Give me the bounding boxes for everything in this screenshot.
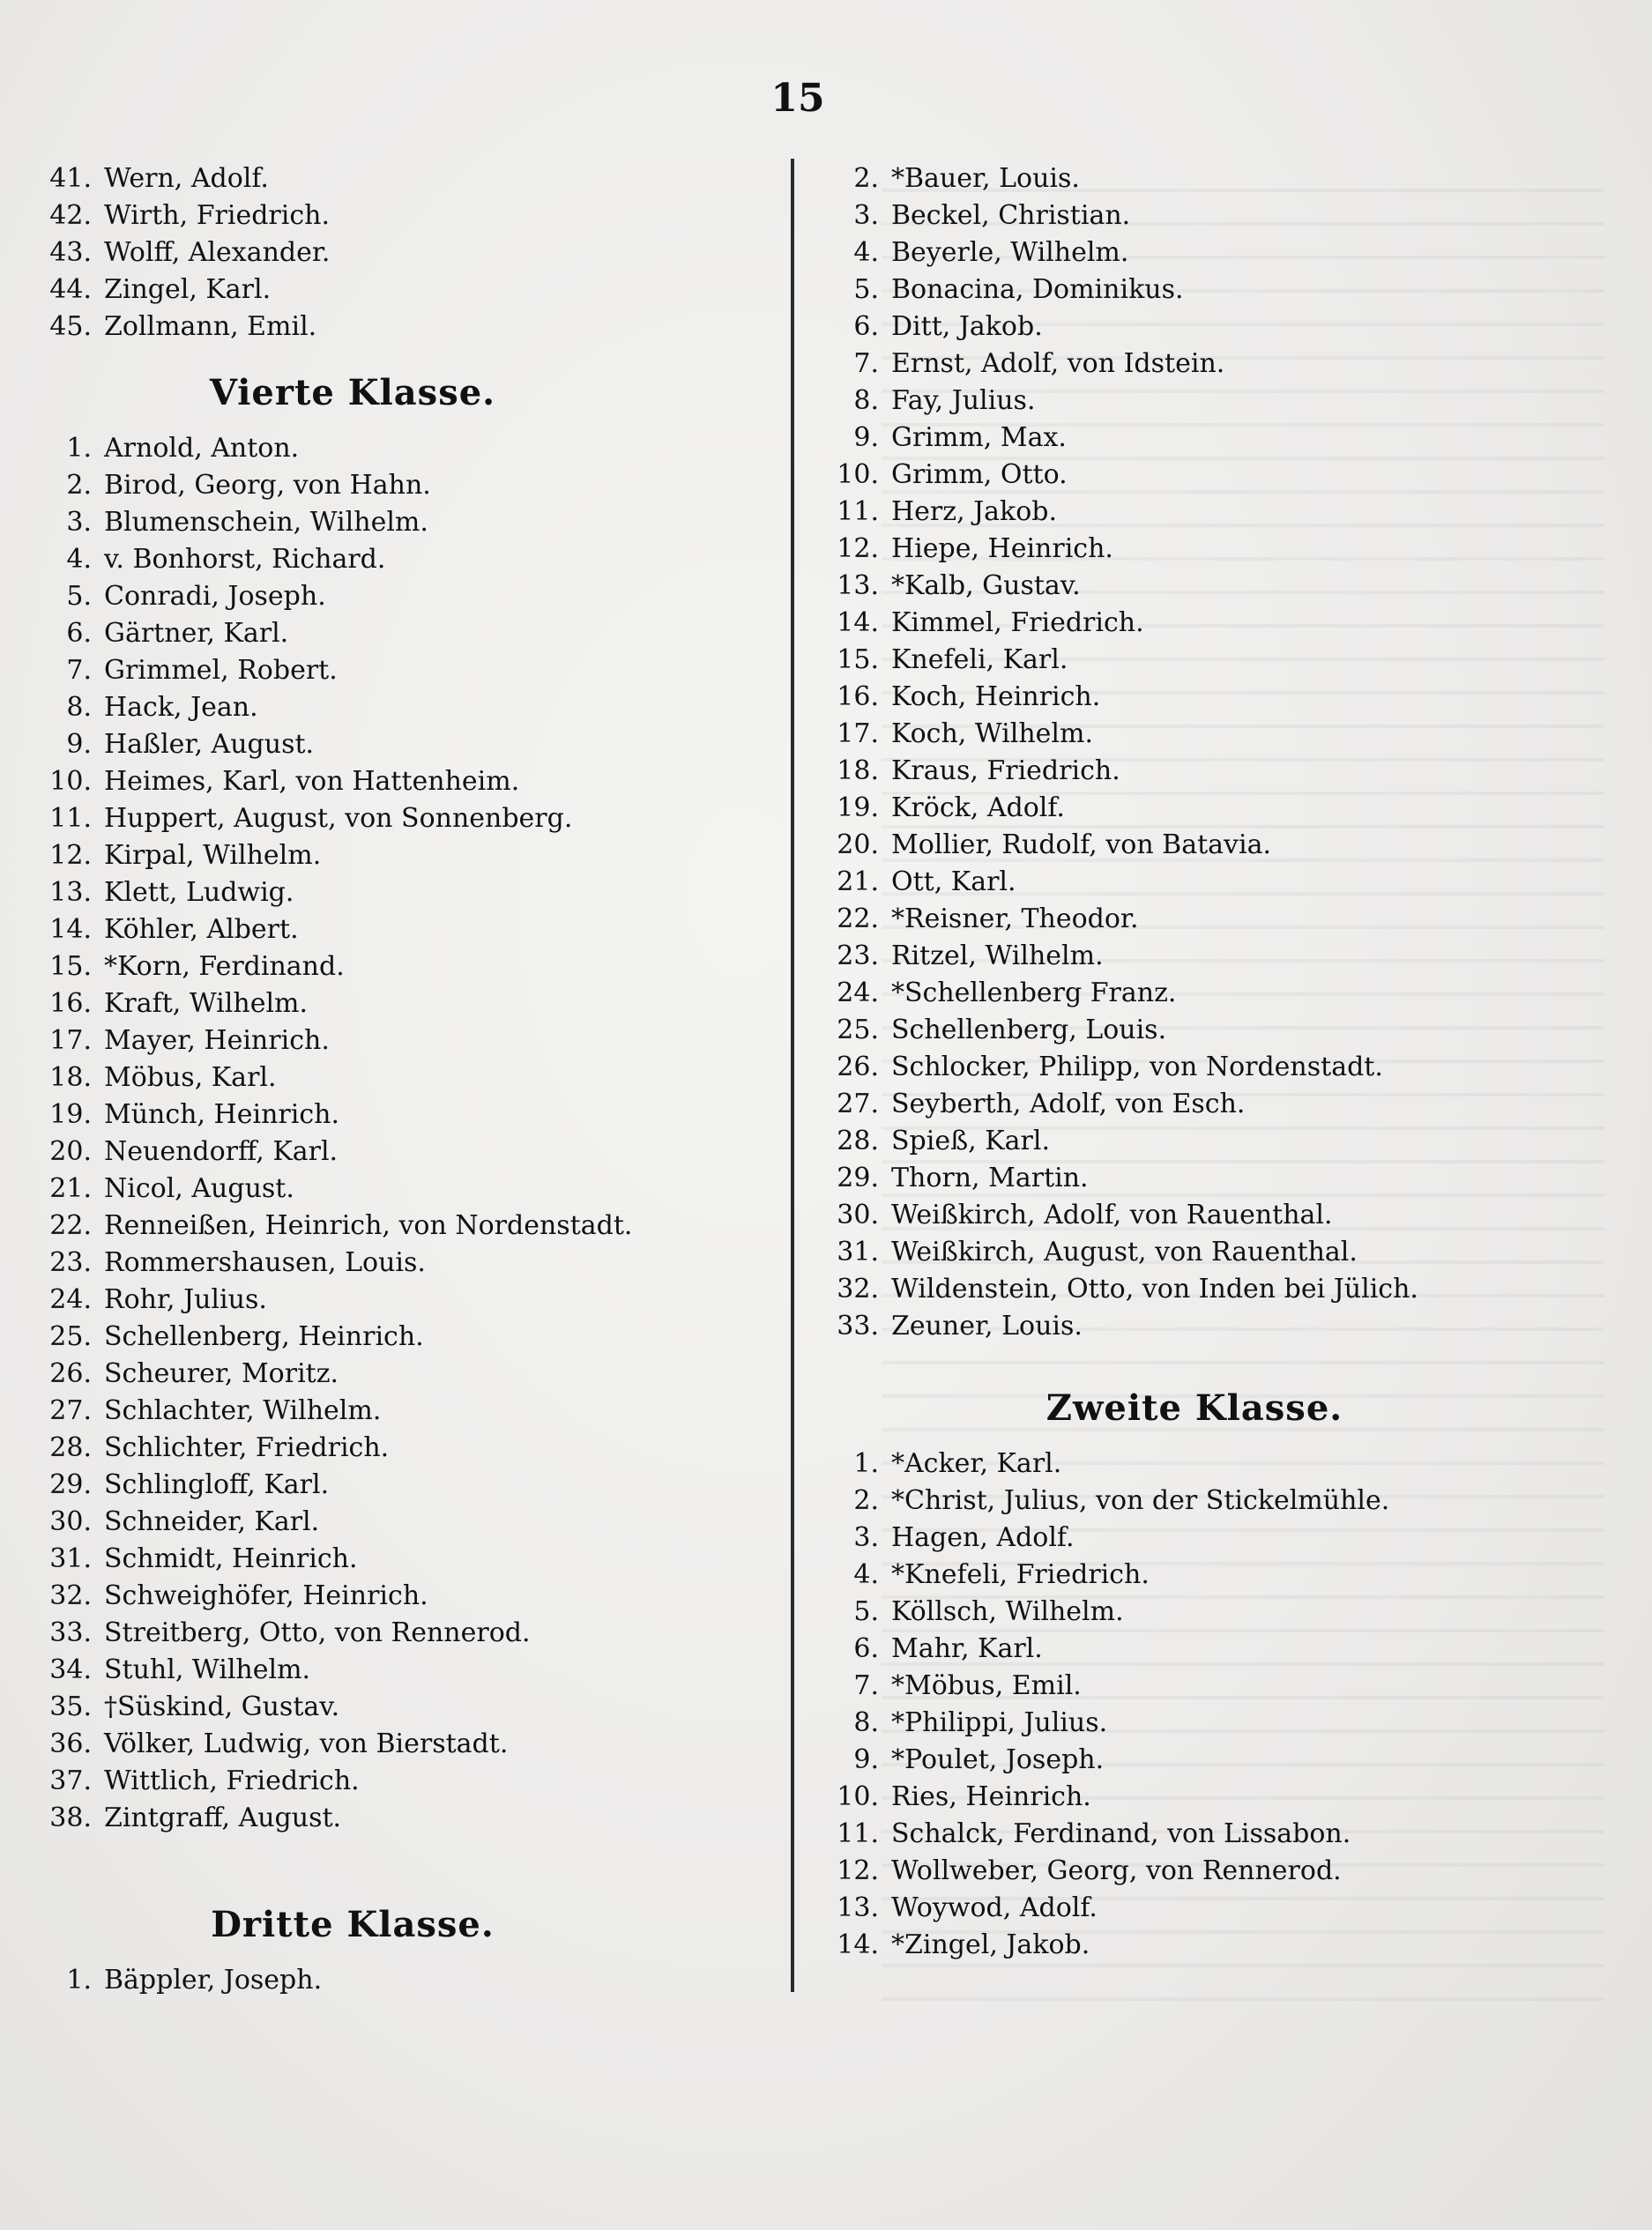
entry-number: 3. (853, 200, 879, 231)
list-item (833, 1742, 1609, 1779)
list-item (44, 615, 793, 652)
list-item (833, 197, 1609, 234)
list-item (833, 346, 1609, 383)
list-item (833, 1446, 1609, 1483)
entry-number: 3. (66, 507, 92, 538)
entry-name: *Bauer, Louis. (891, 163, 1080, 194)
entry-name: Schalck, Ferdinand, von Lissabon. (891, 1818, 1351, 1849)
list-item (833, 827, 1609, 864)
entry-name: Birod, Georg, von Hahn. (104, 470, 431, 501)
entry-number: 16. (49, 988, 92, 1019)
entry-name: Mayer, Heinrich. (104, 1025, 330, 1056)
entry-name: Beckel, Christian. (891, 200, 1131, 231)
entry-name: Koch, Wilhelm. (891, 718, 1094, 749)
list-item (44, 1467, 793, 1504)
entry-number: 17. (837, 718, 879, 749)
entry-number: 20. (49, 1136, 92, 1167)
entry-number: 6. (66, 618, 92, 649)
entry-number: 24. (49, 1284, 92, 1315)
entry-name: v. Bonhorst, Richard. (104, 544, 386, 575)
list-item (44, 1962, 793, 1999)
entry-number: 35. (49, 1691, 92, 1722)
list-item (833, 642, 1609, 679)
entry-name: *Reisner, Theodor. (891, 903, 1139, 934)
entry-number: 25. (837, 1015, 879, 1045)
entry-number: 32. (49, 1580, 92, 1611)
list-item (44, 1134, 793, 1171)
entry-name: Grimm, Max. (891, 422, 1067, 453)
list-item (44, 1393, 793, 1430)
list-dritte-klasse-start (44, 1962, 793, 1999)
entry-number: 15. (49, 951, 92, 982)
entry-name: Seyberth, Adolf, von Esch. (891, 1089, 1246, 1119)
entry-name: Ott, Karl. (891, 866, 1016, 897)
entry-name: Nicol, August. (104, 1173, 294, 1204)
entry-name: †Süskind, Gustav. (104, 1691, 340, 1722)
entry-number: 17. (49, 1025, 92, 1056)
entry-number: 29. (49, 1469, 92, 1500)
list-item (833, 753, 1609, 790)
list-item (833, 531, 1609, 568)
entry-number: 31. (837, 1237, 879, 1267)
entry-name: Conradi, Joseph. (104, 581, 326, 612)
entry-number: 8. (853, 385, 879, 416)
entry-name: Hack, Jean. (104, 692, 258, 723)
list-vierte-klasse (44, 430, 793, 1837)
entry-name: *Kalb, Gustav. (891, 570, 1081, 601)
entry-number: 20. (837, 829, 879, 860)
entry-name: Scheurer, Moritz. (104, 1358, 339, 1389)
entry-number: 4. (66, 544, 92, 575)
list-item (44, 652, 793, 689)
list-item (44, 1726, 793, 1763)
list-item (44, 1578, 793, 1615)
entry-name: Rommershausen, Louis. (104, 1247, 426, 1278)
entry-name: Thorn, Martin. (891, 1163, 1089, 1193)
entry-name: Zeuner, Louis. (891, 1311, 1083, 1342)
list-item (44, 271, 793, 308)
entry-name: Wittlich, Friedrich. (104, 1765, 360, 1796)
list-item (44, 911, 793, 948)
entry-number: 14. (837, 607, 879, 638)
entry-name: *Poulet, Joseph. (891, 1744, 1105, 1775)
list-dritte-klasse-continued (833, 160, 1609, 1345)
list-item (833, 1668, 1609, 1705)
entry-number: 38. (49, 1803, 92, 1833)
heading-vierte-klasse: Vierte Klasse. (209, 372, 496, 413)
entry-name: Ernst, Adolf, von Idstein. (891, 348, 1225, 379)
list-item (44, 1245, 793, 1282)
entry-number: 11. (837, 1818, 879, 1849)
list-item (833, 160, 1609, 197)
entry-name: Münch, Heinrich. (104, 1099, 339, 1130)
list-item (833, 568, 1609, 605)
entry-number: 4. (853, 1559, 879, 1590)
entry-name: Woywod, Adolf. (891, 1892, 1098, 1923)
entry-name: Wolff, Alexander. (104, 237, 331, 268)
entry-number: 13. (837, 1892, 879, 1923)
list-item (833, 864, 1609, 901)
entry-name: Rohr, Julius. (104, 1284, 267, 1315)
entry-number: 9. (66, 729, 92, 760)
entry-name: *Christ, Julius, von der Stickelmühle. (891, 1485, 1390, 1516)
list-item (44, 1171, 793, 1208)
list-item (44, 234, 793, 271)
entry-name: Gärtner, Karl. (104, 618, 289, 649)
entry-number: 19. (49, 1099, 92, 1130)
entry-number: 10. (49, 766, 92, 797)
list-item (44, 1356, 793, 1393)
entry-name: Wildenstein, Otto, von Inden bei Jülich. (891, 1274, 1418, 1305)
entry-number: 30. (837, 1200, 879, 1230)
list-item (833, 271, 1609, 308)
entry-number: 30. (49, 1506, 92, 1537)
entry-number: 22. (837, 903, 879, 934)
left-column (44, 160, 793, 1999)
list-item (833, 1853, 1609, 1890)
entry-number: 29. (837, 1163, 879, 1193)
entry-number: 18. (49, 1062, 92, 1093)
entry-number: 5. (853, 274, 879, 305)
entry-number: 34. (49, 1654, 92, 1685)
list-item (44, 763, 793, 800)
list-item (44, 1615, 793, 1652)
list-item (833, 1890, 1609, 1927)
entry-name: Schlichter, Friedrich. (104, 1432, 390, 1463)
entry-number: 14. (49, 914, 92, 945)
entry-name: *Knefeli, Friedrich. (891, 1559, 1150, 1590)
entry-name: Arnold, Anton. (104, 433, 300, 464)
entry-name: Ditt, Jakob. (891, 311, 1043, 342)
list-item (44, 1282, 793, 1319)
entry-name: Fay, Julius. (891, 385, 1036, 416)
entry-number: 2. (66, 470, 92, 501)
entry-name: Schmidt, Heinrich. (104, 1543, 358, 1574)
list-item (833, 1271, 1609, 1308)
entry-name: Wern, Adolf. (104, 163, 269, 194)
entry-number: 15. (837, 644, 879, 675)
list-item (44, 1059, 793, 1096)
entry-name: Schellenberg, Heinrich. (104, 1321, 424, 1352)
entry-number: 21. (837, 866, 879, 897)
entry-name: Grimm, Otto. (891, 459, 1068, 490)
entry-number: 10. (837, 459, 879, 490)
entry-name: Grimmel, Robert. (104, 655, 338, 686)
entry-name: Herz, Jakob. (891, 496, 1058, 527)
entry-name: Schlocker, Philipp, von Nordenstadt. (891, 1052, 1383, 1082)
list-item (44, 1689, 793, 1726)
list-item (833, 1012, 1609, 1049)
list-item (833, 1705, 1609, 1742)
list-item (833, 938, 1609, 975)
list-item (44, 308, 793, 346)
entry-name: *Acker, Karl. (891, 1448, 1062, 1479)
entry-name: Schweighöfer, Heinrich. (104, 1580, 428, 1611)
entry-name: Stuhl, Wilhelm. (104, 1654, 311, 1685)
list-item (833, 1520, 1609, 1557)
list-item (833, 1160, 1609, 1197)
entry-number: 6. (853, 311, 879, 342)
list-item (44, 1430, 793, 1467)
entry-name: Köllsch, Wilhelm. (891, 1596, 1124, 1627)
entry-name: Streitberg, Otto, von Rennerod. (104, 1617, 531, 1648)
entry-number: 24. (837, 977, 879, 1008)
list-item (833, 901, 1609, 938)
entry-number: 28. (49, 1432, 92, 1463)
entry-number: 18. (837, 755, 879, 786)
entry-number: 2. (853, 1485, 879, 1516)
entry-number: 25. (49, 1321, 92, 1352)
entry-number: 7. (853, 348, 879, 379)
entry-number: 13. (49, 877, 92, 908)
entry-name: Schneider, Karl. (104, 1506, 320, 1537)
entry-number: 13. (837, 570, 879, 601)
entry-number: 6. (853, 1633, 879, 1664)
entry-number: 9. (853, 422, 879, 453)
list-item (833, 1557, 1609, 1594)
entry-name: Heimes, Karl, von Hattenheim. (104, 766, 520, 797)
entry-number: 44. (49, 274, 92, 305)
entry-number: 5. (853, 1596, 879, 1627)
list-item (833, 790, 1609, 827)
entry-number: 32. (837, 1274, 879, 1305)
entry-number: 7. (853, 1670, 879, 1701)
entry-name: Wollweber, Georg, von Rennerod. (891, 1855, 1342, 1886)
list-item (44, 1800, 793, 1837)
list-item (44, 948, 793, 985)
list-item (833, 420, 1609, 457)
entry-name: *Zingel, Jakob. (891, 1929, 1090, 1960)
entry-name: Schellenberg, Louis. (891, 1015, 1167, 1045)
list-item (44, 837, 793, 874)
entry-number: 43. (49, 237, 92, 268)
list-item (44, 985, 793, 1022)
list-item (833, 1927, 1609, 1964)
list-item (44, 430, 793, 467)
list-item (44, 1022, 793, 1059)
entry-number: 16. (837, 681, 879, 712)
entry-name: Haßler, August. (104, 729, 315, 760)
entry-name: Schlachter, Wilhelm. (104, 1395, 382, 1426)
entry-name: Spieß, Karl. (891, 1126, 1050, 1156)
list-item (833, 308, 1609, 346)
entry-number: 19. (837, 792, 879, 823)
list-item (833, 1483, 1609, 1520)
entry-name: Kröck, Adolf. (891, 792, 1065, 823)
list-item (44, 1208, 793, 1245)
entry-number: 1. (66, 433, 92, 464)
entry-name: Bäppler, Joseph. (104, 1965, 323, 1996)
entry-number: 42. (49, 200, 92, 231)
entry-number: 9. (853, 1744, 879, 1775)
entry-name: Weißkirch, Adolf, von Rauenthal. (891, 1200, 1333, 1230)
entry-name: Mollier, Rudolf, von Batavia. (891, 829, 1272, 860)
entry-number: 28. (837, 1126, 879, 1156)
list-item (44, 197, 793, 234)
entry-name: Köhler, Albert. (104, 914, 299, 945)
entry-name: Zintgraff, August. (104, 1803, 342, 1833)
entry-number: 36. (49, 1728, 92, 1759)
list-item (44, 504, 793, 541)
list-item (44, 160, 793, 197)
list-item (833, 1308, 1609, 1345)
entry-name: Völker, Ludwig, von Bierstadt. (104, 1728, 509, 1759)
entry-number: 12. (49, 840, 92, 871)
list-item (833, 494, 1609, 531)
entry-number: 27. (49, 1395, 92, 1426)
entry-name: Neuendorff, Karl. (104, 1136, 339, 1167)
entry-number: 7. (66, 655, 92, 686)
entry-number: 33. (49, 1617, 92, 1648)
heading-dritte-klasse: Dritte Klasse. (211, 1904, 495, 1945)
list-item (833, 1631, 1609, 1668)
entry-name: Schlingloff, Karl. (104, 1469, 330, 1500)
entry-name: Renneißen, Heinrich, von Nordenstadt. (104, 1210, 633, 1241)
entry-name: Kraus, Friedrich. (891, 755, 1120, 786)
list-item (44, 1541, 793, 1578)
entry-number: 21. (49, 1173, 92, 1204)
list-item (833, 679, 1609, 716)
entry-number: 1. (66, 1965, 92, 1996)
list-item (833, 1816, 1609, 1853)
entry-number: 26. (837, 1052, 879, 1082)
entry-name: Mahr, Karl. (891, 1633, 1043, 1664)
right-column (833, 160, 1609, 1964)
list-item (833, 1049, 1609, 1086)
entry-number: 12. (837, 1855, 879, 1886)
list-item (833, 605, 1609, 642)
entry-name: Wirth, Friedrich. (104, 200, 330, 231)
entry-name: Hiepe, Heinrich. (891, 533, 1113, 564)
entry-number: 3. (853, 1522, 879, 1553)
list-item (44, 1763, 793, 1800)
list-item (833, 383, 1609, 420)
entry-number: 23. (49, 1247, 92, 1278)
entry-name: Möbus, Karl. (104, 1062, 277, 1093)
entry-number: 23. (837, 940, 879, 971)
entry-name: Blumenschein, Wilhelm. (104, 507, 428, 538)
list-item (833, 234, 1609, 271)
entry-name: *Möbus, Emil. (891, 1670, 1082, 1701)
entry-name: Zollmann, Emil. (104, 311, 317, 342)
list-item (44, 874, 793, 911)
heading-zweite-klasse: Zweite Klasse. (1046, 1387, 1343, 1429)
list-item (44, 1504, 793, 1541)
entry-name: Kimmel, Friedrich. (891, 607, 1144, 638)
list-item (833, 457, 1609, 494)
entry-number: 8. (66, 692, 92, 723)
entry-number: 26. (49, 1358, 92, 1389)
entry-number: 31. (49, 1543, 92, 1574)
list-item (833, 1123, 1609, 1160)
list-zweite-klasse (833, 1446, 1609, 1964)
entry-number: 5. (66, 581, 92, 612)
page-number: 15 (770, 76, 825, 121)
list-item (44, 541, 793, 578)
entry-name: Zingel, Karl. (104, 274, 272, 305)
entry-number: 1. (853, 1448, 879, 1479)
entry-name: Kraft, Wilhelm. (104, 988, 309, 1019)
list-item (833, 1234, 1609, 1271)
list-item (44, 1319, 793, 1356)
list-item (833, 1594, 1609, 1631)
entry-number: 41. (49, 163, 92, 194)
entry-name: Ritzel, Wilhelm. (891, 940, 1104, 971)
entry-name: Weißkirch, August, von Rauenthal. (891, 1237, 1358, 1267)
list-item (833, 716, 1609, 753)
entry-name: Knefeli, Karl. (891, 644, 1068, 675)
list-item (833, 1086, 1609, 1123)
entry-name: Beyerle, Wilhelm. (891, 237, 1129, 268)
entry-number: 4. (853, 237, 879, 268)
entry-name: Bonacina, Dominikus. (891, 274, 1184, 305)
entry-number: 14. (837, 1929, 879, 1960)
list-item (833, 1779, 1609, 1816)
list-item (44, 578, 793, 615)
entry-name: Hagen, Adolf. (891, 1522, 1075, 1553)
list-item (44, 800, 793, 837)
entry-number: 37. (49, 1765, 92, 1796)
entry-number: 11. (49, 803, 92, 834)
entry-name: *Korn, Ferdinand. (104, 951, 345, 982)
entry-name: Huppert, August, von Sonnenberg. (104, 803, 573, 834)
entry-number: 11. (837, 496, 879, 527)
entry-number: 22. (49, 1210, 92, 1241)
entry-name: Klett, Ludwig. (104, 877, 294, 908)
entry-number: 2. (853, 163, 879, 194)
list-group-continued (44, 160, 793, 346)
list-item (44, 1096, 793, 1134)
entry-number: 10. (837, 1781, 879, 1812)
entry-number: 45. (49, 311, 92, 342)
list-item (44, 726, 793, 763)
entry-number: 27. (837, 1089, 879, 1119)
list-item (44, 1652, 793, 1689)
list-item (833, 975, 1609, 1012)
entry-name: *Schellenberg Franz. (891, 977, 1177, 1008)
list-item (44, 467, 793, 504)
entry-name: Kirpal, Wilhelm. (104, 840, 322, 871)
list-item (833, 1197, 1609, 1234)
list-item (44, 689, 793, 726)
entry-number: 8. (853, 1707, 879, 1738)
entry-name: Koch, Heinrich. (891, 681, 1101, 712)
entry-name: *Philippi, Julius. (891, 1707, 1108, 1738)
entry-name: Ries, Heinrich. (891, 1781, 1091, 1812)
entry-number: 33. (837, 1311, 879, 1342)
entry-number: 12. (837, 533, 879, 564)
